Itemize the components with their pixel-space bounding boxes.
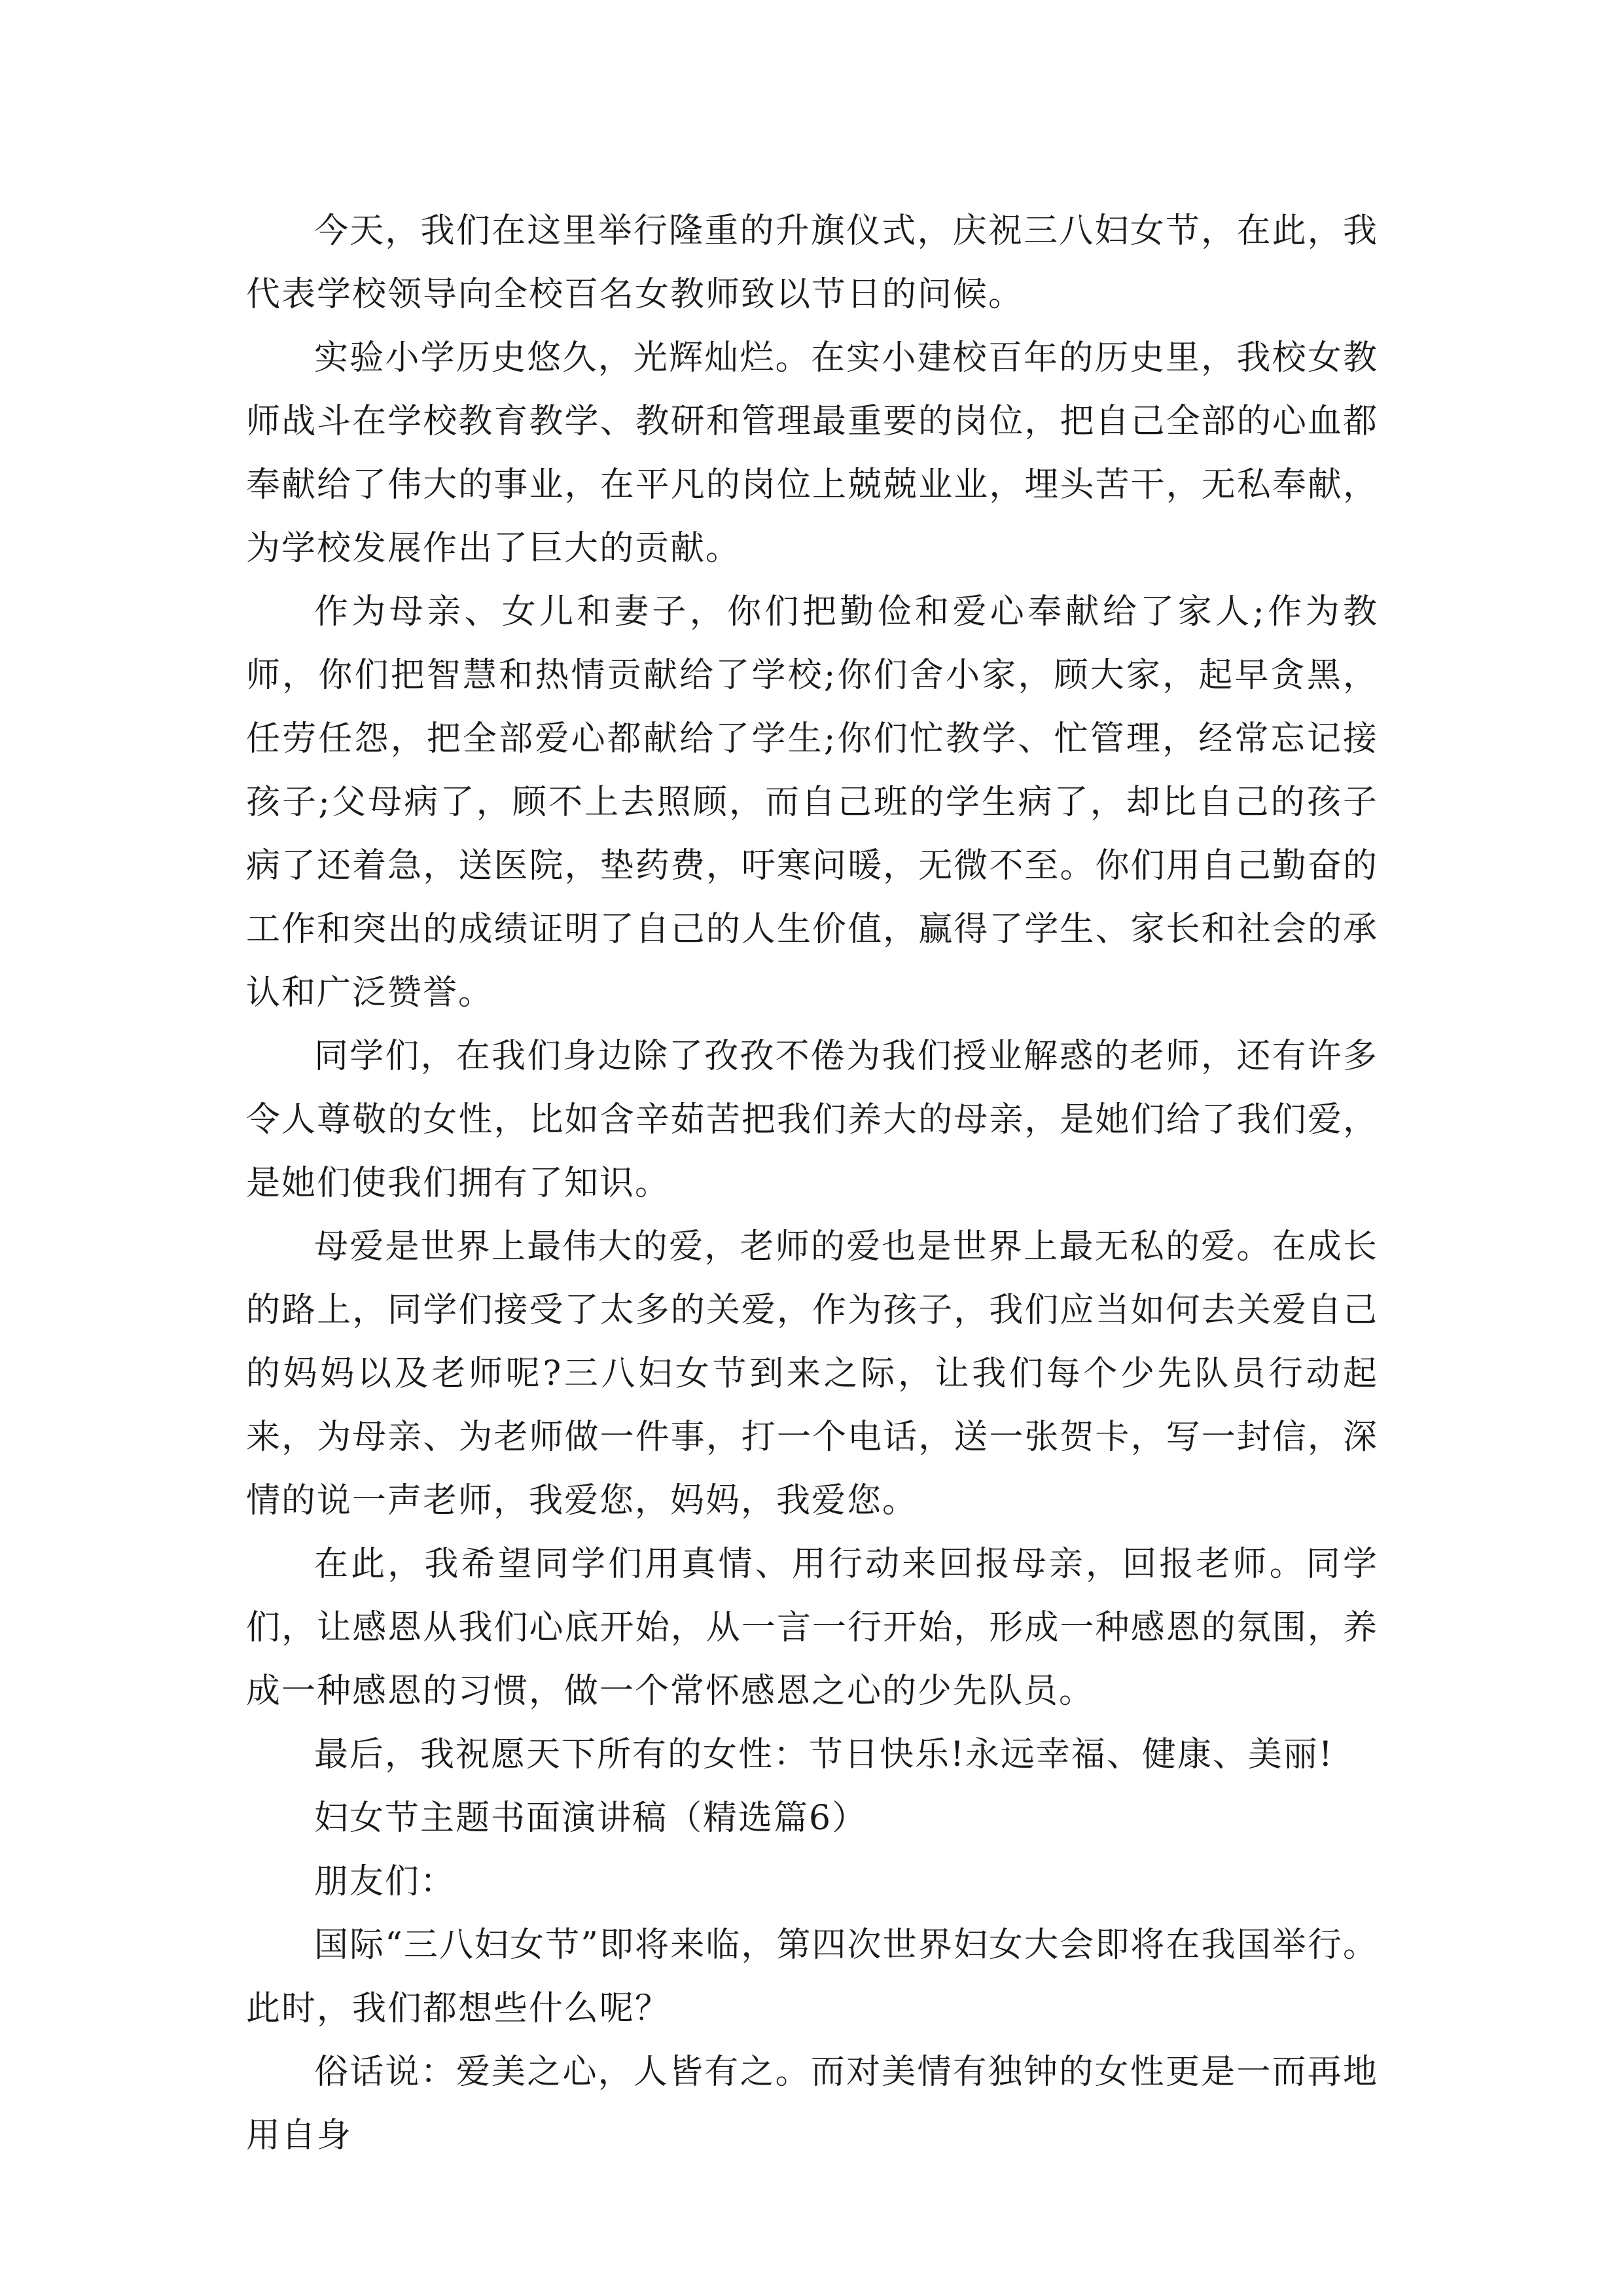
salutation: 朋友们： xyxy=(314,1862,456,1901)
paragraph-7: 国际“三八妇女节”即将来临，第四次世界妇女大会即将在我国举行。此时，我们都想些什么呢？ xyxy=(246,1926,1378,2028)
paragraph-4: 同学们，在我们身边除了孜孜不倦为我们授业解惑的老师，还有许多令人尊敬的女性，比如含辛茹苦把我们养大的母亲，是她们给了我们爱，是她们使我们拥有了知识。 xyxy=(246,1037,1378,1203)
section-title: 妇女节主题书面演讲稿（精选篇6） xyxy=(314,1799,868,1838)
paragraph-5: 母爱是世界上最伟大的爱，老师的爱也是世界上最无私的爱。在成长的路上，同学们接受了太多的关爱，作为孩子，我们应当如何去关爱自己的妈妈以及老师呢?三八妇女节到来之际，让我们每个少先队员行动起来，为母亲、为老师做一件事，打一个电话，送一张贺卡，写一封信，深情的说一声老师，我爱您，妈妈，我爱您。 xyxy=(246,1227,1378,1520)
paragraph-1: 今天，我们在这里举行隆重的升旗仪式，庆祝三八妇女节，在此，我代表学校领导向全校百名女教师致以节日的问候。 xyxy=(246,211,1378,314)
document-body xyxy=(246,200,1378,2168)
paragraph-3: 作为母亲、女儿和妻子，你们把勤俭和爱心奉献给了家人;作为教师，你们把智慧和热情贡献给了学校;你们舍小家，顾大家，起早贪黑，任劳任怨，把全部爱心都献给了学生;你们忙教学、忙管理，经常忘记接孩子;父母病了，顾不上去照顾，而自己班的学生病了，却比自己的孩子病了还着急，送医院，垫药费，吁寒问暖，无微不至。你们用自己勤奋的工作和突出的成绩证明了自己的人生价值，赢得了学生、家长和社会的承认和广泛赞誉。 xyxy=(246,592,1378,1013)
paragraph-6: 在此，我希望同学们用真情、用行动来回报母亲，回报老师。同学们，让感恩从我们心底开始，从一言一行开始，形成一种感恩的氛围，养成一种感恩的习惯，做一个常怀感恩之心的少先队员。 xyxy=(246,1545,1378,1711)
closing-wish: 最后，我祝愿天下所有的女性：节日快乐!永远幸福、健康、美丽! xyxy=(314,1735,1334,1774)
paragraph-8: 俗话说：爱美之心，人皆有之。而对美情有独钟的女性更是一而再地用自身 xyxy=(246,2053,1378,2155)
paragraph-2: 实验小学历史悠久，光辉灿烂。在实小建校百年的历史里，我校女教师战斗在学校教育教学、教研和管理最重要的岗位，把自己全部的心血都奉献给了伟大的事业，在平凡的岗位上兢兢业业，埋头苦干，无私奉献，为学校发展作出了巨大的贡献。 xyxy=(246,338,1378,568)
